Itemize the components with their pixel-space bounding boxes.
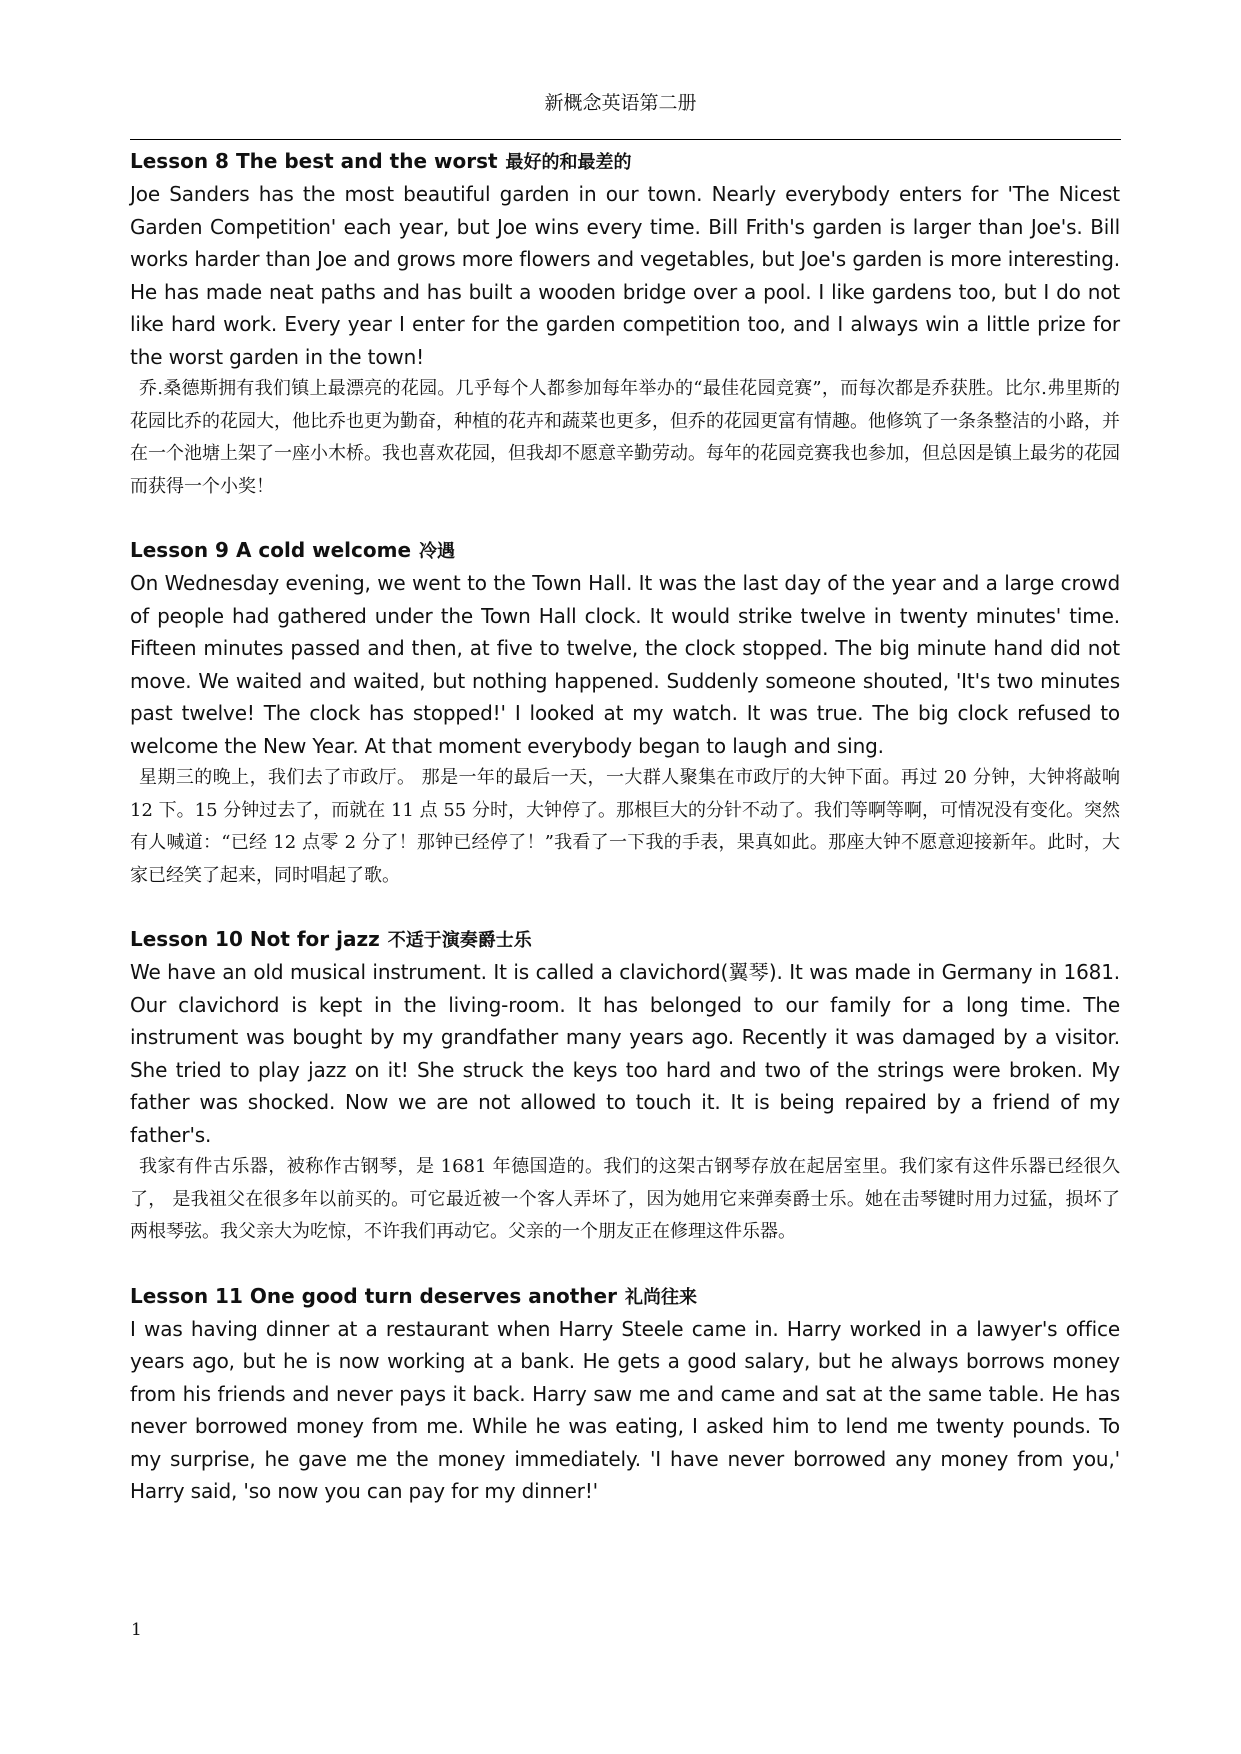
page-content: [130, 146, 1120, 1508]
lesson-title: [130, 535, 1120, 567]
lesson-title: [130, 1281, 1120, 1313]
lesson-text-cn: 星期三的晚上，我们去了市政厅。 那是一年的最后一天，一大群人聚集在市政厅的大钟下面。再过 20 分钟，大钟将敲响 12 下。15 分钟过去了，而就在 11 点 55 分时，大钟停了。那根巨大的分针不动了。我们等啊等啊，可情况没有变化。突然有人喊道：“已经 12 点零 2 分了！那钟已经停了！”我看了一下我的手表，果真如此。那座大钟不愿意迎接新年。此时，大家已经笑了起来，同时唱起了歌。: [130, 767, 1120, 886]
lesson-text-en: We have an old musical instrument. It is called a clavichord(翼琴). It was made in Germany in 1681. Our clavichord is kept in the living-room. It has belonged to our family for a long time. The instrument was bought by my grandfather many years ago. Recently it was damaged by a visitor. She tried to play jazz on it! She struck the keys too hard and two of the strings were broken. My father was shocked. Now we are not allowed to touch it. It is being repaired by a friend of my father's.: [130, 960, 1120, 1147]
lesson-title: [130, 924, 1120, 956]
lesson-8: [130, 146, 1120, 503]
section-gap: [130, 1249, 1120, 1281]
lesson-text-en: Joe Sanders has the most beautiful garden in our town. Nearly everybody enters for 'The Nicest Garden Competition' each year, but Joe wins every time. Bill Frith's garden is larger than Joe's. Bill works harder than Joe and grows more flowers and vegetables, but Joe's garden is more interesting. He has made neat paths and has built a wooden bridge over a pool. I like gardens too, but I do not like hard work. Every year I enter for the garden competition too, and I always win a little prize for the worst garden in the town!: [130, 182, 1120, 369]
lesson-10: [130, 924, 1120, 1249]
lesson-title-en: Lesson 8 The best and the worst: [130, 149, 498, 173]
lesson-title-cn: 不适于演奏爵士乐: [387, 930, 532, 951]
lesson-11: [130, 1281, 1120, 1508]
lesson-text-en: On Wednesday evening, we went to the Town Hall. It was the last day of the year and a large crowd of people had gathered under the Town Hall clock. It would strike twelve in twenty minutes' time. Fifteen minutes passed and then, at five to twelve, the clock stopped. The big minute hand did not move. We waited and waited, but nothing happened. Suddenly someone shouted, 'It's two minutes past twelve! The clock has stopped!' I looked at my watch. It was true. The big clock refused to welcome the New Year. At that moment everybody began to laugh and sing.: [130, 571, 1120, 758]
page-number: 1: [131, 1620, 142, 1640]
lesson-title-en: Lesson 9 A cold welcome: [130, 538, 412, 562]
lesson-title-en: Lesson 10 Not for jazz: [130, 927, 380, 951]
lesson-title-cn: 冷遇: [419, 541, 456, 562]
lesson-text-en: I was having dinner at a restaurant when Harry Steele came in. Harry worked in a lawyer's office years ago, but he is now working at a bank. He gets a good salary, but he always borrows money from his friends and never pays it back. Harry saw me and came and sat at the same table. He has never borrowed money from me. While he was eating, I asked him to lend me twenty pounds. To my surprise, he gave me the money immediately. 'I have never borrowed any money from you,' Harry said, 'so now you can pay for my dinner!': [130, 1316, 1120, 1503]
lesson-9: [130, 535, 1120, 892]
lesson-title-en: Lesson 11 One good turn deserves another: [130, 1283, 617, 1308]
section-gap: [130, 503, 1120, 535]
section-gap: [130, 892, 1120, 924]
lesson-text-cn: 我家有件古乐器，被称作古钢琴，是 1681 年德国造的。我们的这架古钢琴存放在起居室里。我们家有这件乐器已经很久了， 是我祖父在很多年以前买的。可它最近被一个客人弄坏了，因为她用它来弹奏爵士乐。她在击琴键时用力过猛，损坏了两根琴弦。我父亲大为吃惊，不许我们再动它。父亲的一个朋友正在修理这件乐器。: [130, 1156, 1120, 1242]
lesson-title: [130, 146, 1120, 178]
lesson-title-cn: 礼尚往来: [624, 1286, 697, 1308]
lesson-title-cn: 最好的和最差的: [505, 152, 632, 173]
lesson-text-cn: 乔.桑德斯拥有我们镇上最漂亮的花园。几乎每个人都参加每年举办的“最佳花园竞赛”，而每次都是乔获胜。比尔.弗里斯的花园比乔的花园大，他比乔也更为勤奋，种植的花卉和蔬菜也更多，但乔的花园更富有情趣。他修筑了一条条整洁的小路，并在一个池塘上架了一座小木桥。我也喜欢花园，但我却不愿意辛勤劳动。每年的花园竞赛我也参加，但总因是镇上最劣的花园而获得一个小奖！: [130, 378, 1120, 497]
header-divider: [130, 139, 1121, 140]
page-header-title: 新概念英语第二册: [544, 92, 697, 114]
